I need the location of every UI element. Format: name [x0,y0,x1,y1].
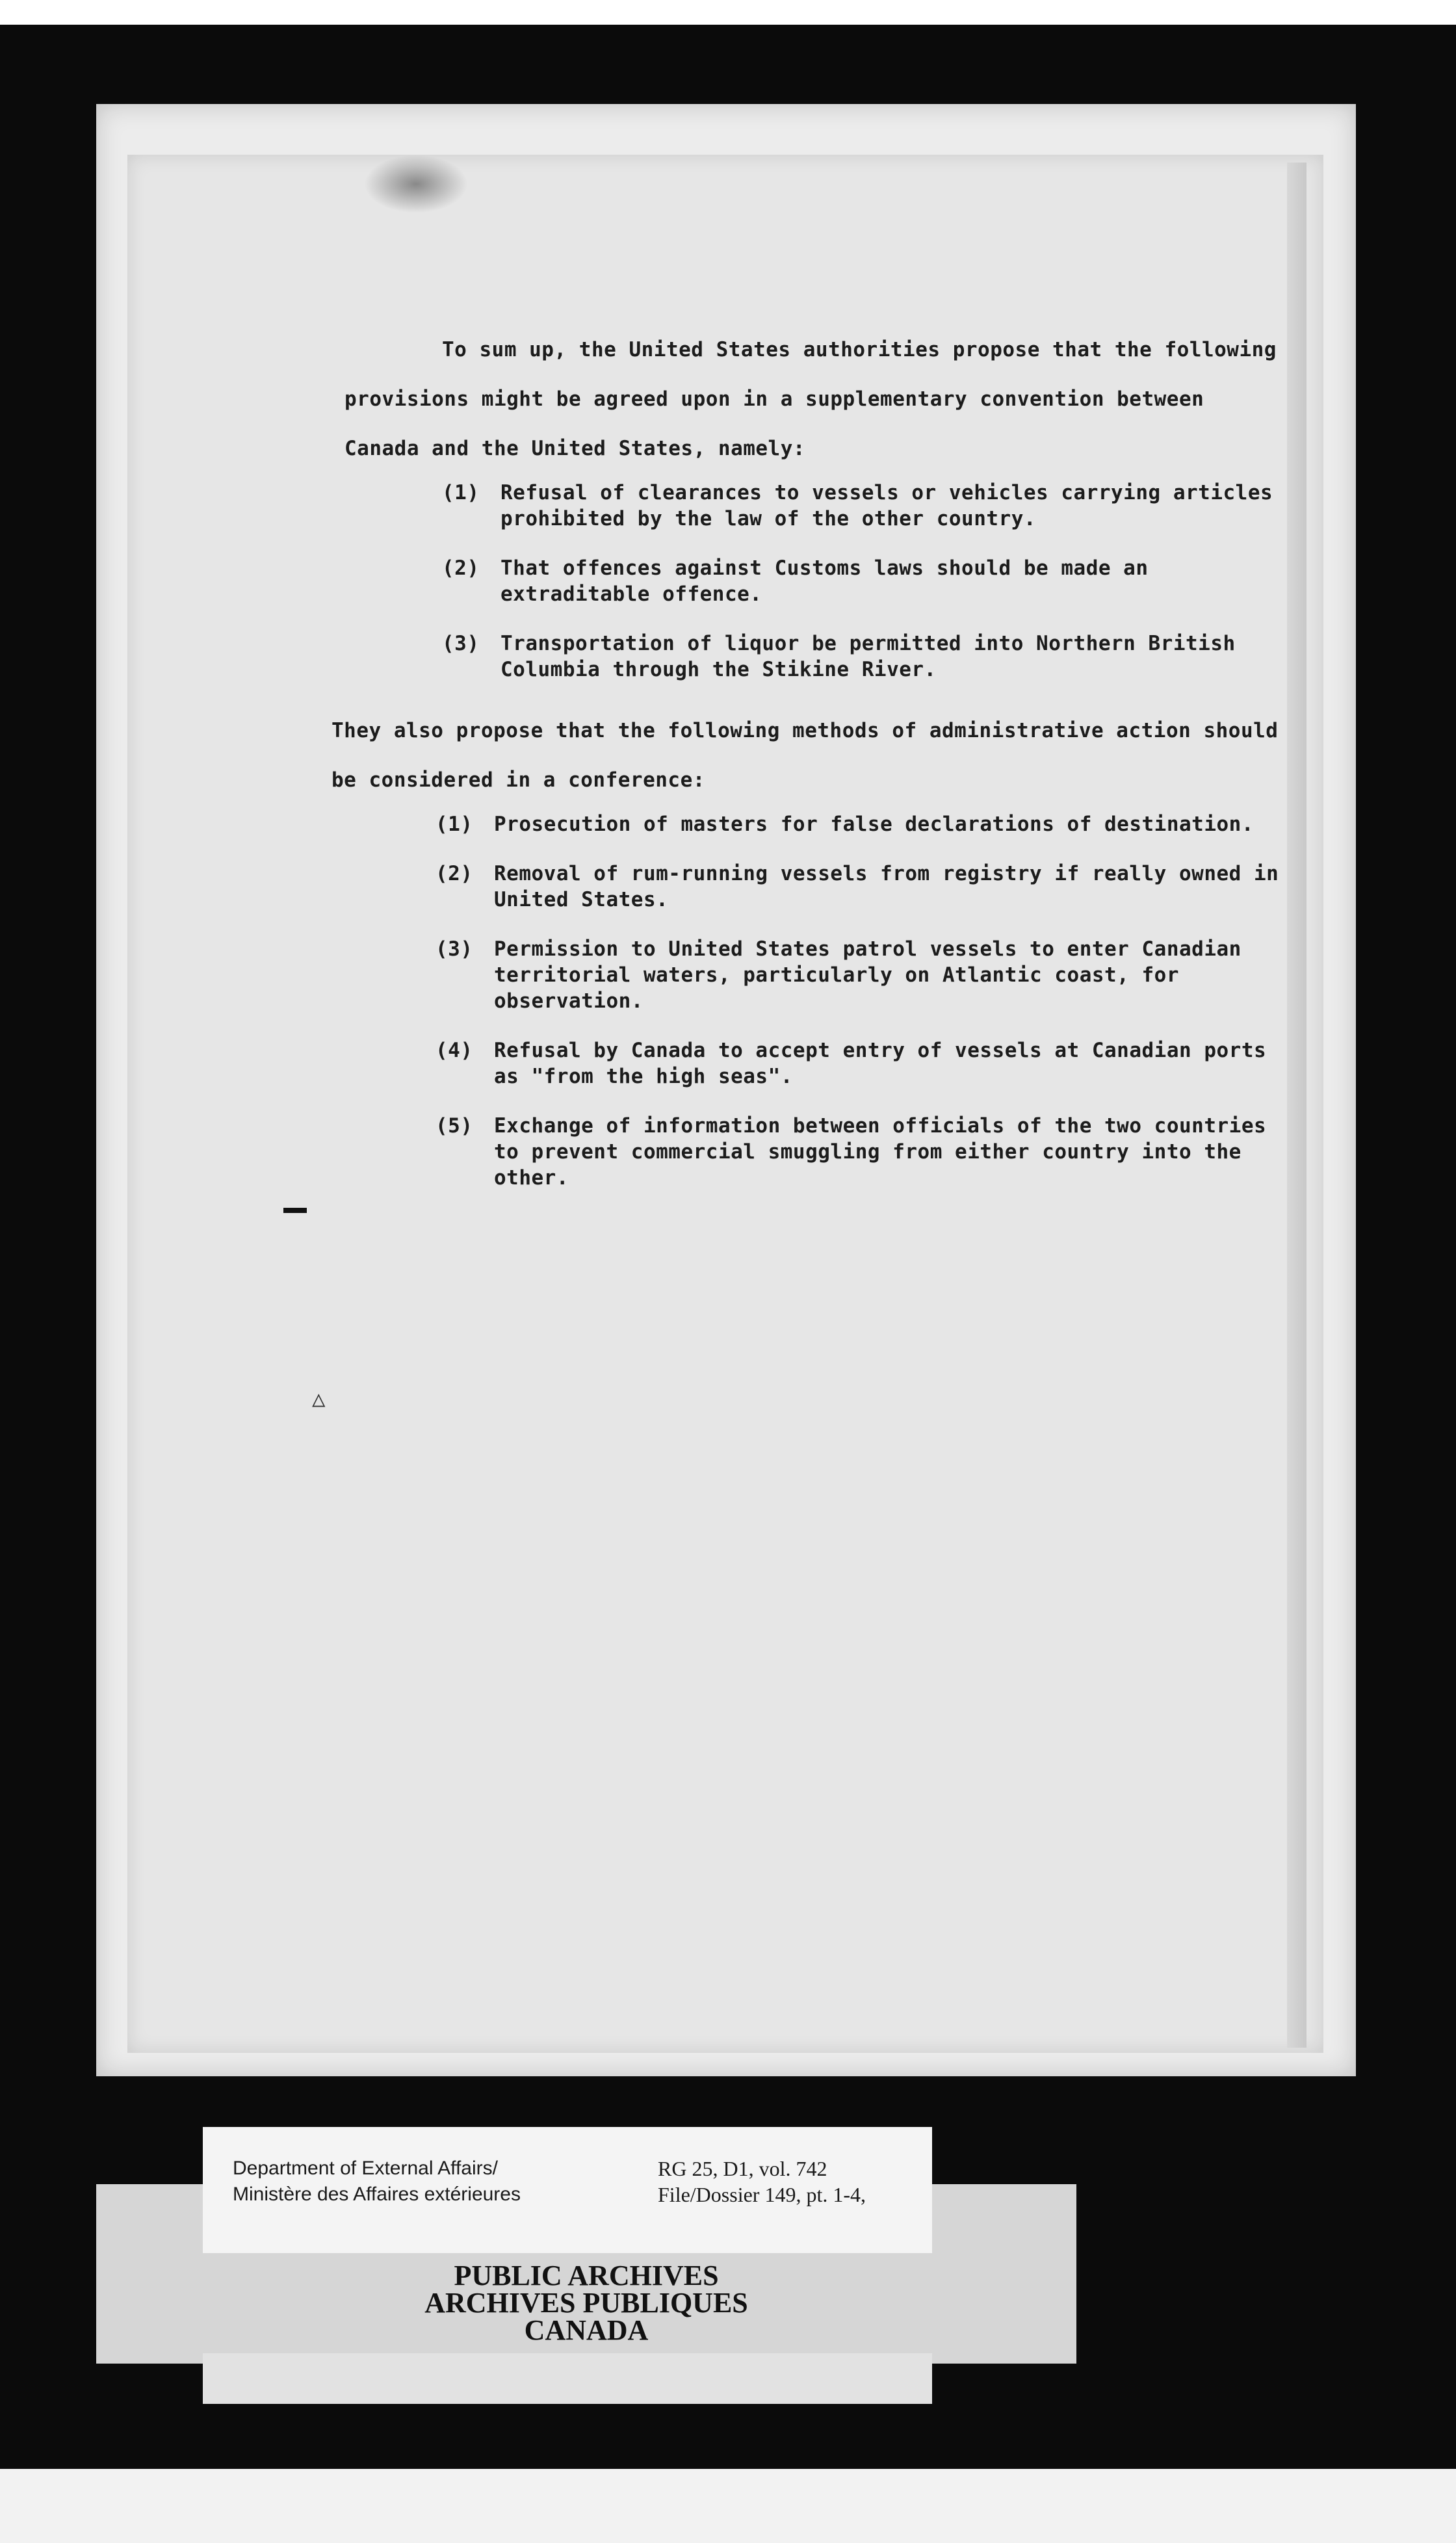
archive-stamp-line-fr: ARCHIVES PUBLIQUES [424,2287,748,2319]
provision-number: (2) [442,556,480,580]
archive-reference-card [203,2127,932,2253]
reference-volume: RG 25, D1, vol. 742 [658,2157,827,2180]
provision-item [442,555,1287,607]
method-item [436,936,1287,1014]
method-number: (4) [436,1039,473,1062]
method-item [436,1037,1287,1089]
method-item [436,861,1287,913]
methods-list [436,811,1287,1191]
method-text: Refusal by Canada to accept entry of vessels at Canadian ports as "from the high seas". [494,1039,1267,1088]
provision-item [442,631,1287,683]
method-item [436,811,1287,837]
margin-triangle-mark: △ [312,1386,326,1412]
provisions-list [442,480,1287,683]
archive-card-lower [203,2353,932,2404]
method-number: (5) [436,1114,473,1138]
method-number: (2) [436,862,473,885]
method-number: (1) [436,813,473,836]
provision-number: (1) [442,481,480,504]
department-french: Ministère des Affaires extérieures [233,2184,521,2205]
typed-memo-text [332,325,1287,1214]
second-intro-paragraph: They also propose that the following methods of administrative action should be considered in a conference: [332,719,1279,792]
provision-text: That offences against Customs laws should be made an extraditable offence. [500,556,1149,606]
archive-stamp [96,2262,1076,2344]
method-number: (3) [436,937,473,961]
method-item [436,1113,1287,1191]
provision-text: Transportation of liquor be permitted into Northern British Columbia through the Stikine River. [500,632,1236,681]
method-text: Removal of rum-running vessels from registry if really owned in United States. [494,862,1279,911]
provision-item [442,480,1287,532]
intro-paragraph: To sum up, the United States authorities propose that the following provisions might be agreed upon in a supplementary convention between Canada and the United States, namely: [344,338,1277,460]
method-text: Permission to United States patrol vessels to enter Canadian territorial waters, particularly on Atlantic coast, for observation. [494,937,1242,1013]
method-text: Exchange of information between officials of the two countries to prevent commercial smuggling from either country into the other. [494,1114,1267,1190]
reference-file: File/Dossier 149, pt. 1-4, [658,2183,866,2206]
department-label [233,2156,521,2208]
film-bottom-margin [0,2469,1456,2543]
reference-label [658,2156,866,2208]
provision-number: (3) [442,632,480,655]
sheet-edge [1287,163,1306,2048]
margin-dash-mark [283,1208,307,1213]
provision-text: Refusal of clearances to vessels or vehicles carrying articles prohibited by the law of the other country. [500,481,1273,530]
archive-stamp-line-country: CANADA [524,2314,649,2346]
archive-stamp-line-en: PUBLIC ARCHIVES [454,2260,719,2291]
ink-stain [364,155,468,213]
department-english: Department of External Affairs/ [233,2158,498,2179]
method-text: Prosecution of masters for false declarations of destination. [494,813,1254,836]
